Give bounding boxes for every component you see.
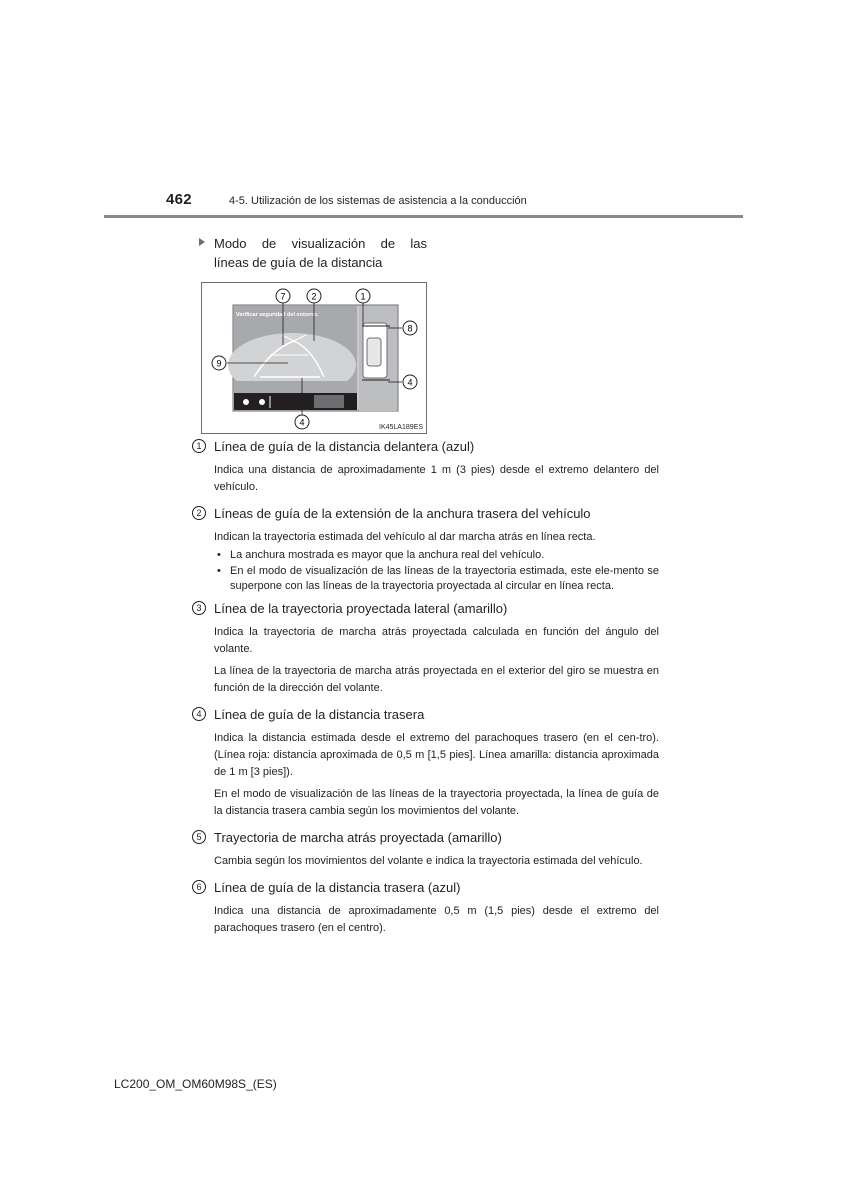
- page-number: 462: [166, 191, 192, 208]
- list-item: [192, 706, 659, 820]
- callout-label: 4: [299, 417, 305, 428]
- item-title: Trayectoria de marcha atrás proyectada (amarillo): [214, 829, 502, 845]
- number-circle-icon: 4: [192, 707, 206, 721]
- list-item: [192, 829, 659, 870]
- bullet-item: • En el modo de visualización de las líneas de la trayectoria estimada, este ele-mento se superpone con las líneas de la trayectoria proyectada al circular en línea recta.: [214, 564, 659, 595]
- list-item: [192, 505, 659, 595]
- vehicle-icon: [367, 338, 381, 366]
- item-list: [192, 438, 659, 942]
- item-paragraph: Indica una distancia de aproximadamente 0,5 m (1,5 pies) desde el extremo del parachoques trasero (en el centro).: [214, 904, 659, 934]
- number-circle-icon: 1: [192, 439, 206, 453]
- callout-label: 1: [360, 291, 366, 302]
- item-heading: [192, 600, 659, 617]
- item-title: Línea de guía de la distancia trasera: [214, 706, 425, 722]
- number-circle-icon: 2: [192, 506, 206, 520]
- subheading: [199, 234, 427, 272]
- bullet-item: • La anchura mostrada es mayor que la anchura real del vehículo.: [214, 548, 659, 564]
- header-divider: [104, 215, 743, 218]
- list-item: [192, 438, 659, 496]
- number-circle-icon: 6: [192, 880, 206, 894]
- item-heading: [192, 829, 659, 846]
- callout-label: 7: [280, 291, 286, 302]
- status-button: [314, 395, 344, 408]
- item-title: Línea de guía de la distancia trasera (azul): [214, 879, 461, 895]
- item-heading: [192, 505, 659, 522]
- item-title: Línea de guía de la distancia delantera (azul): [214, 439, 475, 454]
- item-paragraph: Indica la trayectoria de marcha atrás proyectada calculada en función del ángulo del volante.: [214, 625, 659, 655]
- item-heading: [192, 879, 659, 896]
- list-item: [192, 879, 659, 937]
- subheading-line-1: Modo de visualización de las: [214, 236, 427, 251]
- figure-code: IK45LA189ES: [379, 424, 423, 431]
- item-heading: [192, 706, 659, 723]
- callout-label: 4: [407, 377, 413, 388]
- callout-label: 2: [311, 291, 317, 302]
- camera-display-figure: [201, 282, 427, 434]
- camera-display-illustration: [202, 283, 428, 435]
- item-paragraph: La línea de la trayectoria de marcha atrás proyectada en el exterior del giro se muestra en función de la dirección del volante.: [214, 664, 659, 694]
- item-paragraph: Indican la trayectoria estimada del vehículo al dar marcha atrás en línea recta.: [214, 531, 596, 543]
- item-title: Líneas de guía de la extensión de la anchura trasera del vehículo: [214, 506, 591, 521]
- number-circle-icon: 3: [192, 601, 206, 615]
- callout-label: 9: [216, 358, 222, 369]
- bullet-list: [192, 548, 659, 595]
- number-circle-icon: 5: [192, 830, 206, 844]
- triangle-bullet-icon: [199, 238, 205, 246]
- item-paragraph: Cambia según los movimientos del volante e indica la trayectoria estimada del vehículo.: [214, 854, 643, 867]
- screen-message: Verificar seguridad del entorno.: [236, 312, 319, 318]
- subheading-line-2: líneas de guía de la distancia: [214, 255, 383, 270]
- item-title: Línea de la trayectoria proyectada lateral (amarillo): [214, 600, 508, 616]
- item-paragraph: En el modo de visualización de las líneas de la trayectoria proyectada, la línea de guía de la distancia trasera cambia según los movimientos del volante.: [214, 787, 659, 817]
- item-heading: [192, 438, 659, 455]
- callout-label: 8: [407, 323, 413, 334]
- list-item: [192, 600, 659, 697]
- item-paragraph: Indica una distancia de aproximadamente 1 m (3 pies) desde el extremo delantero del vehículo.: [214, 464, 659, 493]
- item-paragraph: Indica la distancia estimada desde el extremo del parachoques trasero (en el cen-tro). (Línea roja: distancia aproximada de 0,5 m [1,5 pies]. Línea amarilla: distancia aproximada de 1 m [3 pies]).: [214, 731, 659, 778]
- footer-doc-code: LC200_OM_OM60M98S_(ES): [114, 1077, 277, 1091]
- section-title: 4-5. Utilización de los sistemas de asistencia a la conducción: [229, 195, 527, 207]
